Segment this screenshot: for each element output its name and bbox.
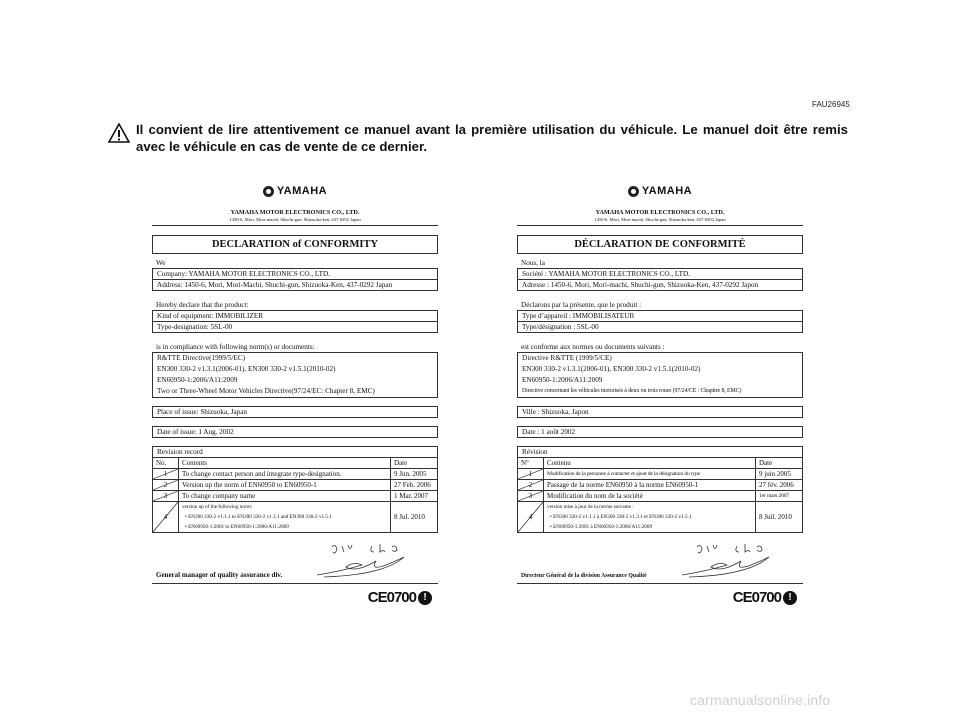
table-row: 3 Modification du nom de la société 1er mars 2007 [518, 491, 803, 502]
compliance-label: est conforme aux normes ou documents suivants : [521, 343, 665, 351]
signature-area [517, 543, 803, 583]
yamaha-logo: YAMAHA [517, 183, 803, 199]
declaration-french [517, 183, 803, 606]
norm-line-1: Directive R&TTE (1999/5/CE) [522, 354, 612, 362]
hereby-label: Hereby declare that the product: [156, 301, 249, 309]
warning-block [108, 121, 848, 155]
revision-title: Revision record [152, 446, 438, 457]
date-box [517, 426, 803, 438]
table-header-row [153, 458, 438, 469]
document-title: DÉCLARATION DE CONFORMITÉ [517, 235, 803, 254]
norm-line-2: EN300 330-2 v1.3.1(2006-01), EN300 330-2 v1.5.1(2010-02) [157, 365, 336, 373]
warning-text: Il convient de lire attentivement ce manuel avant la première utilisation du véhicule. Le manuel doit être remis avec le véhicule en cas de vente de ce dernier. [136, 122, 848, 154]
date-box [152, 426, 438, 438]
signature-rule [517, 583, 803, 584]
norm-line-3: EN60950-1:2006/A11:2009 [522, 376, 603, 384]
company-address: 1450-6, Mori, Mori-machi, Shuchi-gun, Shizuoka-ken, 437-0292 Japan [229, 217, 361, 222]
kind-line: Kind of equipment: IMMOBILIZER [157, 312, 264, 320]
we-label: We [156, 259, 166, 267]
company-address: 1450-6, Mori, Mori-machi, Shuchi-gun, Shizuoka-ken, 437-0292 Japan [594, 217, 726, 222]
company-box [152, 268, 438, 291]
ce-mark: CE0700 ! [733, 589, 797, 606]
norm-line-3: EN60950-1:2006/A11:2009 [157, 376, 238, 384]
place-box [152, 406, 438, 418]
place-line: Ville : Shizuoka, Japon [522, 408, 589, 416]
type-line: Type/désignation : 5SL-00 [518, 321, 802, 332]
signature-icon [667, 541, 777, 581]
product-box [517, 310, 803, 333]
signer-title: Directeur Général de la division Assurance Qualité [521, 573, 647, 579]
norms-box [152, 352, 438, 398]
place-box [517, 406, 803, 418]
company-name: YAMAHA MOTOR ELECTRONICS CO., LTD. [230, 209, 360, 216]
address-line: Adresse : 1450-6, Mori, Mori-machi, Shuchi-gun, Shizuoka-Ken, 437-0292 Japon [518, 279, 802, 290]
norm-line-4: Directive concernant les véhicules motorisés à deux ou trois roues (97/24/CE : Chapitre 8, EMC) [522, 388, 742, 394]
col-contents-header: Contenu [544, 458, 756, 469]
company-box [517, 268, 803, 291]
header-rule [152, 225, 438, 226]
product-box [152, 310, 438, 333]
hereby-label: Déclarons par la présente, que le produit : [521, 301, 642, 309]
address-line: Address: 1450-6, Mori, Mori-Machi, Shuchi-gun, Shizuoka-Ken, 437-0292 Japan [153, 279, 437, 290]
norm-line-1: R&TTE Directive(1999/5/EC) [157, 354, 246, 362]
col-date-header: Date [391, 458, 438, 469]
yamaha-tuning-fork-icon [263, 186, 274, 197]
col-date-header: Date [756, 458, 803, 469]
col-no-header: N° [518, 458, 544, 469]
compliance-label: is in compliance with following norm(s) or documents: [156, 343, 315, 351]
norm-line-4: Two or Three-Wheel Motor Vehicles Directive(97/24/EC: Chapter 8, EMC) [157, 387, 375, 395]
document-title: DECLARATION of CONFORMITY [152, 235, 438, 254]
norm-line-2: EN300 330-2 v1.3.1(2006-01), EN300 330-2 v1.5.1(2010-02) [522, 365, 701, 373]
ce-mark: CE0700 ! [368, 589, 432, 606]
date-line: Date : 1 août 2002 [522, 428, 576, 436]
table-row: 1 To change contact person and integrate type-designation. 9 Jun. 2005 [153, 469, 438, 480]
alert-circle-icon: ! [418, 591, 432, 605]
warning-triangle-icon [108, 123, 130, 143]
col-contents-header: Contents [179, 458, 391, 469]
place-line: Place of issue: Shizuoka, Japan [157, 408, 248, 416]
we-label: Nous, la [521, 259, 545, 267]
revision-table [517, 457, 803, 533]
company-line: Société : YAMAHA MOTOR ELECTRONICS CO., LTD. [522, 270, 691, 278]
signer-title: General manager of quality assurance div. [156, 571, 283, 579]
table-row: 4 version up of the following norm: • EN300 330-2 v1.1.1 to EN300 330-2 v1.3.1 and EN300 330-2 v1.5.1 • EN60950-1:2001 to EN60950-1:2006/A11:2009 8 Jul. 2010 [153, 502, 438, 533]
date-line: Date of issue: 1 Aug. 2002 [157, 428, 234, 436]
company-line: Company: YAMAHA MOTOR ELECTRONICS CO., LTD. [157, 270, 331, 278]
table-row: 1 Modification de la personne à contacter et ajout de la désignation du type 9 juin 2005 [518, 469, 803, 480]
alert-circle-icon: ! [783, 591, 797, 605]
yamaha-logo: YAMAHA [152, 183, 438, 199]
signature-area [152, 543, 438, 583]
declaration-english [152, 183, 438, 606]
signature-icon [302, 541, 412, 581]
table-row: 3 To change company name 1 Mar. 2007 [153, 491, 438, 502]
table-header-row [518, 458, 803, 469]
header-rule [517, 225, 803, 226]
table-row: 2 Version up the norm of EN60950 to EN60950-1 27 Feb. 2006 [153, 480, 438, 491]
type-line: Type-designation: 5SL-00 [153, 321, 437, 332]
revision-title: Révision [517, 446, 803, 457]
norms-box [517, 352, 803, 398]
signature-rule [152, 583, 438, 584]
yamaha-tuning-fork-icon [628, 186, 639, 197]
page-code: FAU26945 [812, 100, 850, 109]
table-row: 4 version mise à jour de la norme suivante : • EN300 330-2 v1.1.1 à EN300 330-2 v1.3.1 et EN300 330-2 v1.5.1 • EN60950-1:2001 à EN60950-1:2006/A11:2009 8 Juil. 2010 [518, 502, 803, 533]
table-row: 2 Passage de la norme EN60950 à la norme EN60950-1 27 fév. 2006 [518, 480, 803, 491]
watermark: carmanualsonline.info [690, 692, 831, 708]
revision-table [152, 457, 438, 533]
col-no-header: No. [153, 458, 179, 469]
kind-line: Type d’appareil : IMMOBILISATEUR [522, 312, 635, 320]
company-name: YAMAHA MOTOR ELECTRONICS CO., LTD. [595, 209, 725, 216]
